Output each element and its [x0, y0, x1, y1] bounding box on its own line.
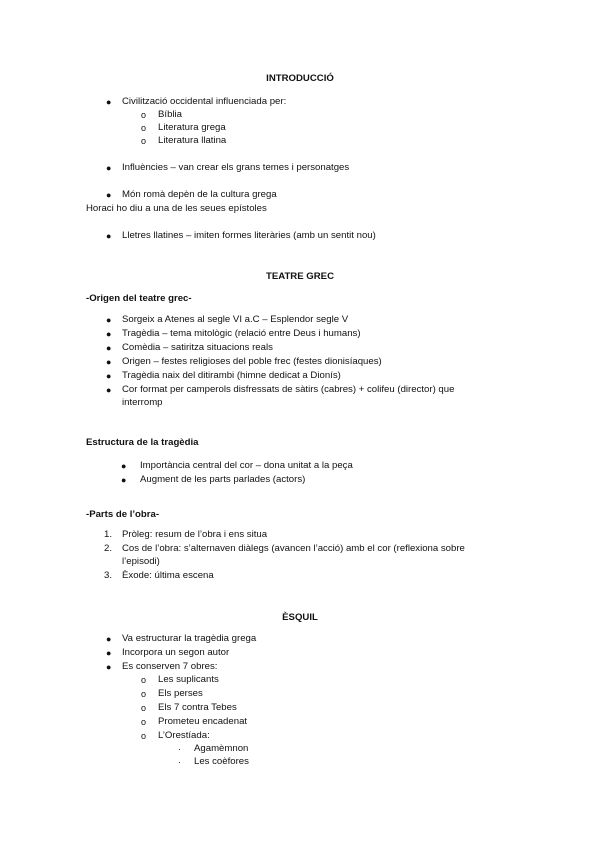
square-marker: · — [178, 744, 181, 754]
list-item: Incorpora un segon autor — [122, 647, 230, 658]
sub-sub-list-item: Agamèmnon — [194, 743, 249, 754]
section-heading-esquil: ÈSQUIL — [282, 612, 318, 623]
list-item: Cor format per camperols disfressats de sàtirs (cabres) + colifeu (director) que — [122, 384, 455, 395]
bullet-marker: ● — [106, 190, 112, 200]
sub-list-item: Literatura llatina — [158, 135, 227, 146]
bullet-marker: ● — [106, 357, 112, 367]
list-number: 1. — [104, 529, 113, 540]
list-item: Influències – van crear els grans temes i personatges — [122, 162, 350, 173]
subheading-parts: -Parts de l’obra- — [86, 509, 160, 520]
bullet-marker: ● — [121, 475, 127, 485]
sub-list-item: Les suplicants — [158, 674, 219, 685]
paragraph: Horaci ho diu a una de les seues epístoles — [86, 203, 267, 214]
list-item: Importància central del cor – dona unitat a la peça — [140, 460, 353, 471]
sub-list-item: L’Orestíada: — [158, 730, 210, 741]
list-item: Va estructurar la tragèdia grega — [122, 633, 257, 644]
sub-list-item: Els perses — [158, 688, 203, 699]
numbered-list-item-continuation: l’episodi) — [122, 556, 160, 567]
list-item: Tragèdia naix del ditirambi (himne dedicat a Dionís) — [122, 370, 341, 381]
section-heading-teatre-grec: TEATRE GREC — [265, 271, 335, 282]
sub-list-item: Literatura grega — [158, 122, 226, 133]
sub-list-item: Els 7 contra Tebes — [158, 702, 237, 713]
bullet-marker: ● — [106, 371, 112, 381]
bullet-marker: ● — [106, 648, 112, 658]
bullet-marker: ● — [106, 329, 112, 339]
list-item: Món romà depèn de la cultura grega — [122, 189, 277, 200]
square-marker: · — [178, 757, 181, 767]
list-item: Comèdia – satiritza situacions reals — [122, 342, 273, 353]
list-item: Lletres llatines – imiten formes literàries (amb un sentit nou) — [122, 230, 376, 241]
section-heading-introduccio: INTRODUCCIÓ — [266, 73, 334, 84]
circle-marker: o — [141, 675, 147, 685]
sub-sub-list-item: Les coèfores — [194, 756, 249, 767]
list-item: Origen – festes religioses del poble frec (festes dionisíaques) — [122, 356, 382, 367]
list-item-continuation: interromp — [122, 397, 163, 408]
list-number: 2. — [104, 543, 113, 554]
bullet-marker: ● — [106, 163, 112, 173]
circle-marker: o — [141, 717, 147, 727]
list-item: Augment de les parts parlades (actors) — [140, 474, 306, 485]
circle-marker: o — [141, 689, 147, 699]
subheading-origen: -Origen del teatre grec- — [86, 293, 192, 304]
sub-list-item: Prometeu encadenat — [158, 716, 248, 727]
list-item: Sorgeix a Atenes al segle VI a.C – Esplendor segle V — [122, 314, 349, 325]
bullet-marker: ● — [106, 385, 112, 395]
numbered-list-item: Pròleg: resum de l’obra i ens situa — [122, 529, 268, 540]
sub-list-item: Bíblia — [158, 109, 182, 120]
numbered-list-item: Cos de l’obra: s’alternaven diàlegs (avancen l’acció) amb el cor (reflexiona sobre — [122, 543, 465, 554]
subheading-estructura: Estructura de la tragèdia — [86, 437, 199, 448]
bullet-marker: ● — [106, 634, 112, 644]
circle-marker: o — [141, 110, 147, 120]
circle-marker: o — [141, 703, 147, 713]
circle-marker: o — [141, 136, 147, 146]
bullet-marker: ● — [106, 315, 112, 325]
numbered-list-item: Èxode: última escena — [122, 570, 214, 581]
list-item: Civilització occidental influenciada per: — [122, 96, 287, 107]
list-item: Tragèdia – tema mitològic (relació entre Deus i humans) — [122, 328, 361, 339]
bullet-marker: ● — [106, 662, 112, 672]
bullet-marker: ● — [106, 97, 112, 107]
bullet-marker: ● — [121, 461, 127, 471]
circle-marker: o — [141, 731, 147, 741]
list-item: Es conserven 7 obres: — [122, 661, 218, 672]
list-number: 3. — [104, 570, 113, 581]
bullet-marker: ● — [106, 231, 112, 241]
circle-marker: o — [141, 123, 147, 133]
bullet-marker: ● — [106, 343, 112, 353]
